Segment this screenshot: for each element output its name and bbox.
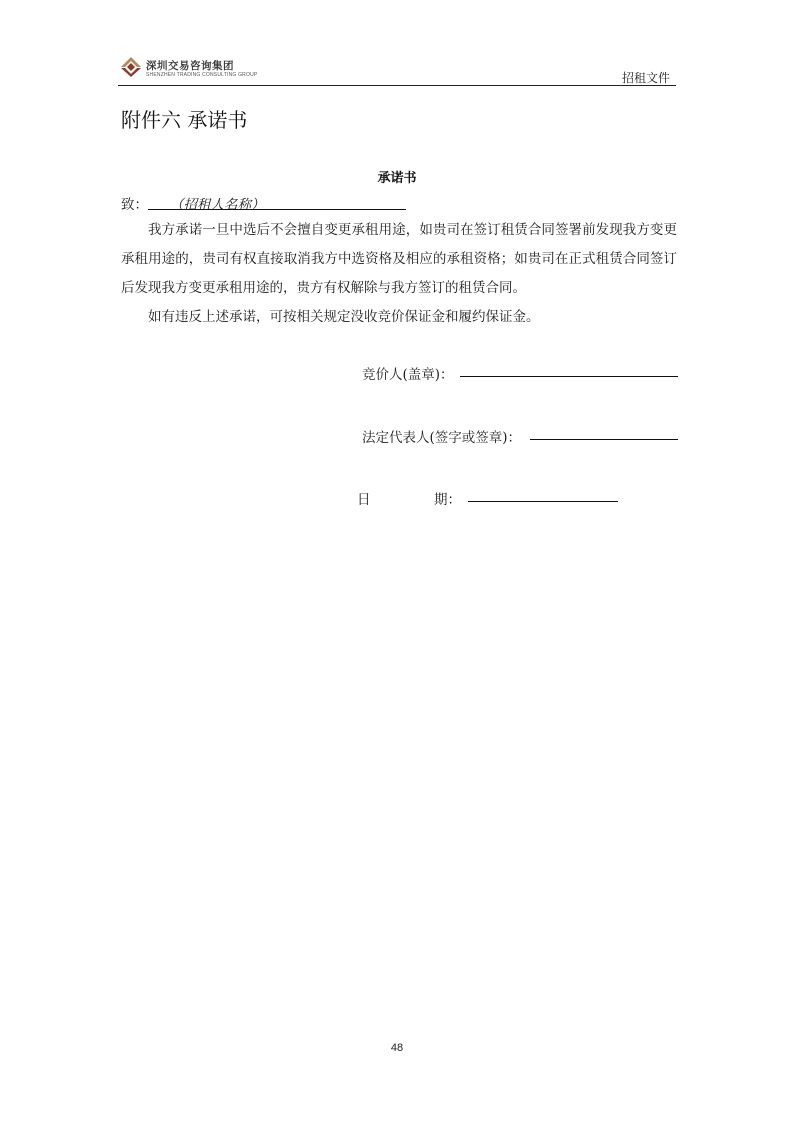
addressee-placeholder: （招租人名称） [170,197,265,213]
bidder-label: 竞价人(盖章)： [362,367,454,383]
company-name-en: SHENZHEN TRADING CONSULTING GROUP [146,72,258,78]
addressee-label: 致： [121,197,148,213]
document-title: 承诺书 [377,171,417,186]
date-label-day: 日 [357,492,371,508]
commitment-body [121,216,677,332]
legal-rep-label: 法定代表人(签字或签章)： [362,430,522,446]
bidder-signature-line[interactable] [460,376,678,377]
penalty-paragraph: 如有违反上述承诺，可按相关规定没收竞价保证金和履约保证金。 [148,309,540,325]
commitment-paragraph: 我方承诺一旦中选后不会擅自变更承租用途，如贵司在签订租赁合同签署前发现我方变更承租用途的，贵司有权直接取消我方中选资格及相应的承租资格；如贵司在正式租赁合同签订后发现我方变更承租用途的，贵方有权解除与我方签订的租赁合同。 [121,222,677,296]
page-number: 48 [390,1042,404,1054]
legal-rep-signature-line[interactable] [530,439,678,440]
date-signature-line[interactable] [468,501,618,502]
header-divider [118,85,676,86]
section-title: 附件六 承诺书 [121,108,248,132]
company-name-cn: 深圳交易咨询集团 [146,60,234,72]
date-label-period: 期： [434,492,461,508]
company-logo-icon [120,56,142,78]
document-type: 招租文件 [621,71,670,85]
